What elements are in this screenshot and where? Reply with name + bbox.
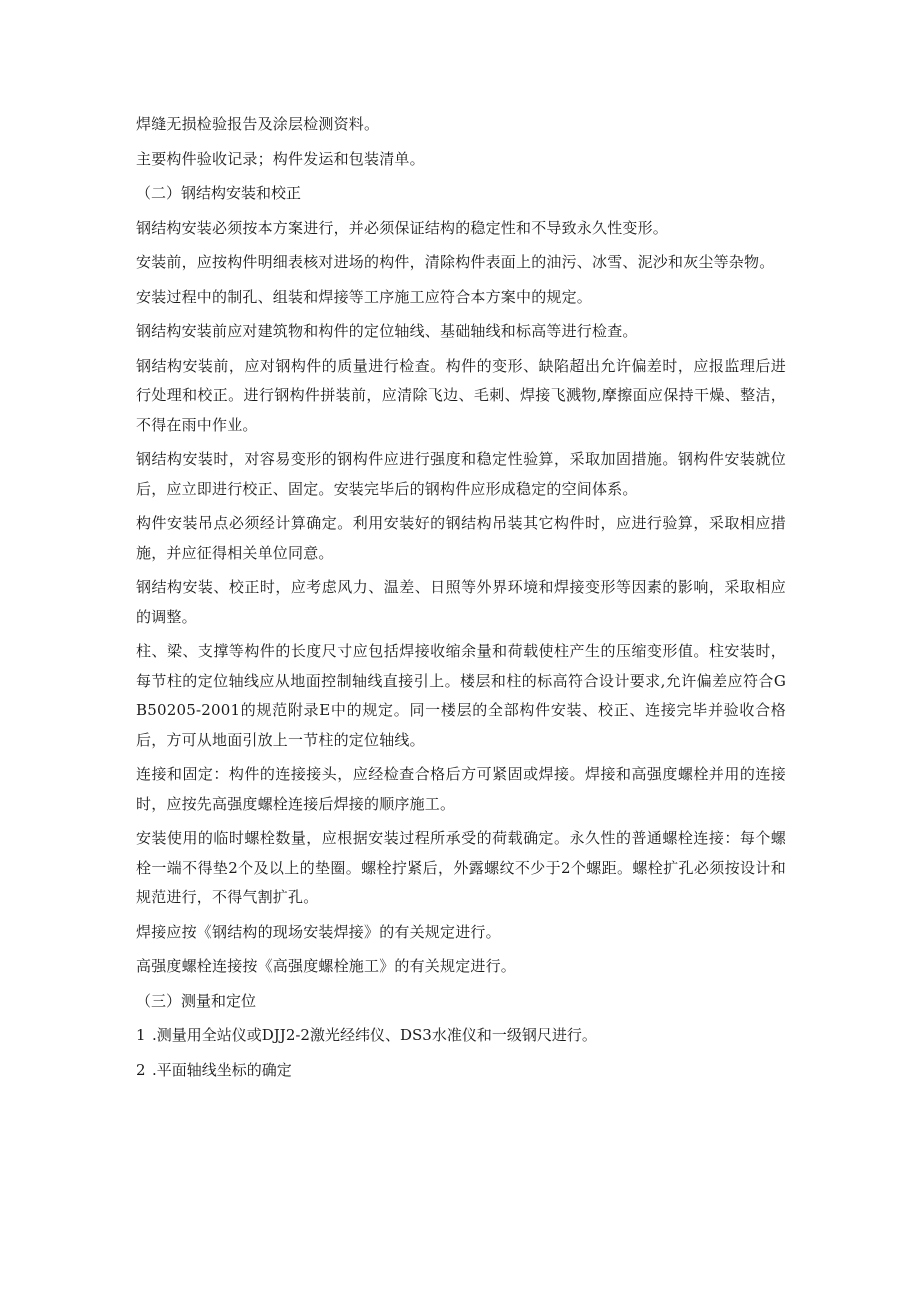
paragraph: 钢结构安装时，对容易变形的钢构件应进行强度和稳定性验算，采取加固措施。钢构件安装就位后，应立即进行校正、固定。安装完毕后的钢构件应形成稳定的空间体系。 xyxy=(136,450,786,498)
paragraph: 安装前，应按构件明细表核对进场的构件，清除构件表面上的油污、冰雪、泥沙和灰尘等杂物。 xyxy=(136,253,775,271)
section-heading-installation: （二）钢结构安装和校正 xyxy=(136,184,302,202)
paragraph-weld-inspection: 焊缝无损检验报告及涂层检测资料。 xyxy=(136,115,380,133)
section-heading-surveying: （三）测量和定位 xyxy=(136,991,257,1010)
paragraph: 安装使用的临时螺栓数量，应根据安装过程所承受的荷载确定。永久性的普通螺栓连接：每个螺栓一端不得垫2个及以上的垫圈。螺栓拧紧后，外露螺纹不少于2个螺距。螺栓扩孔必须按设计和规范进行，不得气割扩孔。 xyxy=(136,829,786,906)
paragraph: 构件安装吊点必须经计算确定。利用安装好的钢结构吊装其它构件时，应进行验算，采取相应措施，并应征得相关单位同意。 xyxy=(136,514,786,562)
list-number: 2 xyxy=(136,1060,146,1079)
paragraph: 柱、梁、支撑等构件的长度尺寸应包括焊接收缩余量和荷载使柱产生的压缩变形值。柱安装时，每节柱的定位轴线应从地面控制轴线直接引上。楼层和柱的标高符合设计要求,允许偏差应符合GB50205-2001的规范附录E中的规定。同一楼层的全部构件安装、校正、连接完毕并验收合格后，方可从地面引放上一节柱的定位轴线。 xyxy=(136,642,786,749)
list-item xyxy=(136,1021,786,1051)
paragraph: 钢结构安装前应对建筑物和构件的定位轴线、基础轴线和标高等进行检查。 xyxy=(136,322,638,340)
list-number: 1 xyxy=(136,1026,146,1044)
paragraph: 高强度螺栓连接按《高强度螺栓施工》的有关规定进行。 xyxy=(136,957,517,975)
list-item-text: .平面轴线坐标的确定 xyxy=(152,1060,292,1079)
list-item-text: .测量用全站仪或DJJ2-2激光经纬仪、DS3水准仪和一级钢尺进行。 xyxy=(152,1026,597,1044)
paragraph: 钢结构安装必须按本方案进行，并必须保证结构的稳定性和不导致永久性变形。 xyxy=(136,218,669,237)
paragraph: 安装过程中的制孔、组装和焊接等工序施工应符合本方案中的规定。 xyxy=(136,287,593,306)
document-body xyxy=(136,110,786,1090)
paragraph: 钢结构安装、校正时，应考虑风力、温差、日照等外界环境和焊接变形等因素的影响，采取相应的调整。 xyxy=(136,578,786,626)
paragraph: 焊接应按《钢结构的现场安装焊接》的有关规定进行。 xyxy=(136,922,501,941)
paragraph: 钢结构安装前，应对钢构件的质量进行检查。构件的变形、缺陷超出允许偏差时，应报监理后进行处理和校正。进行钢构件拼装前，应清除飞边、毛刺、焊接飞溅物,摩擦面应保持干燥、整洁，不得在雨中作业。 xyxy=(136,356,786,434)
paragraph-acceptance-records: 主要构件验收记录；构件发运和包装清单。 xyxy=(136,149,425,168)
list-item xyxy=(136,1056,786,1086)
paragraph: 连接和固定：构件的连接接头，应经检查合格后方可紧固或焊接。焊接和高强度螺栓并用的连接时，应按先高强度螺栓连接后焊接的顺序施工。 xyxy=(136,765,786,813)
